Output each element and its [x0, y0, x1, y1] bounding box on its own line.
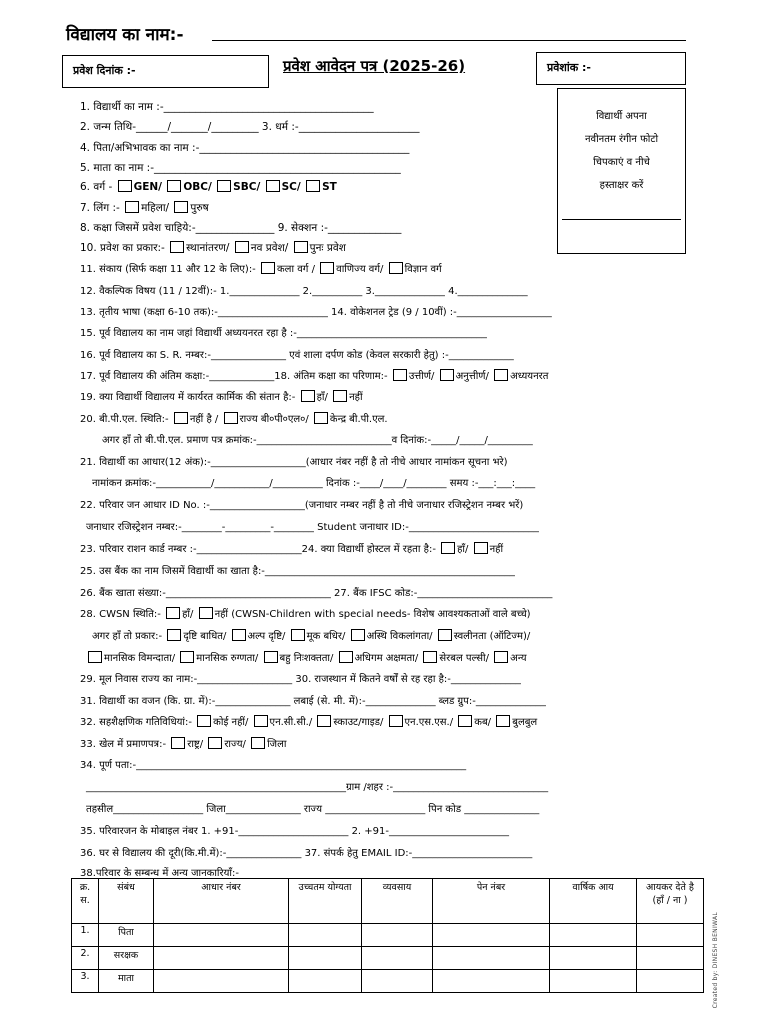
label-failed: अनुत्तीर्ण/	[455, 371, 489, 382]
header-income-tax: आयकर देते है (हाँ / ना )	[637, 879, 704, 924]
checkbox-low-vision[interactable]	[232, 629, 246, 641]
cell-input[interactable]	[433, 924, 550, 947]
label-multiple-disability: बहु निःशक्तता/	[279, 653, 334, 664]
field-bank-name[interactable]: 25. उस बैंक का नाम जिसमें विद्यार्थी का खाता है:-__________________________________________________	[80, 566, 515, 577]
field-janaadhaar-registration[interactable]: जनाधार रजिस्ट्रेशन नम्बर:-________-_________-________ Student जनाधार ID:-__________________________	[86, 522, 539, 533]
field-mobile-numbers[interactable]: 35. परिवारजन के मोबाइल नंबर 1. +91-______________________ 2. +91-________________________	[80, 826, 509, 837]
field-dob-religion[interactable]: 2. जन्म तिथि-______/_______/_________ 3. धर्म :-_______________________	[80, 121, 420, 133]
checkbox-cerebral-palsy[interactable]	[423, 651, 437, 663]
cell-serial: 1.	[72, 924, 99, 947]
checkbox-gen[interactable]	[118, 180, 132, 192]
label-new-admission: नव प्रवेश/	[250, 242, 289, 254]
field-native-state[interactable]: 29. मूल निवास राज्य का नाम:-___________________ 30. राजस्थान में कितने वर्षों से रह रहा है:-______________	[80, 674, 521, 685]
cwsn-type-label: अगर हाँ तो प्रकार:-	[92, 631, 163, 642]
cell-relation: सरक्षक	[99, 947, 154, 970]
school-name-label: विद्यालय का नाम:-	[66, 25, 184, 45]
header-aadhaar: आधार नंबर	[154, 879, 289, 924]
checkbox-staff-no[interactable]	[333, 390, 347, 402]
field-previous-school[interactable]: 15. पूर्व विद्यालय का नाम जहां विद्यार्थी अध्ययनरत रहा है :-______________________________________	[80, 328, 487, 339]
checkbox-female[interactable]	[125, 201, 139, 213]
cell-relation: माता	[99, 970, 154, 993]
label-sc: SC/	[281, 181, 301, 193]
checkbox-cub[interactable]	[458, 715, 472, 727]
checkbox-mental-retardation[interactable]	[88, 651, 102, 663]
checkbox-studying[interactable]	[494, 369, 508, 381]
cell-input[interactable]	[550, 924, 637, 947]
checkbox-ncc[interactable]	[254, 715, 268, 727]
field-bank-account-ifsc[interactable]: 26. बैंक खाता संख्या:-_________________________________ 27. बैंक IFSC कोड:-___________________________	[80, 588, 553, 599]
checkbox-national[interactable]	[171, 737, 185, 749]
field-ration-hostel	[80, 541, 503, 555]
admission-number-label: प्रवेशांक :-	[547, 61, 591, 74]
label-female: महिला/	[141, 202, 170, 214]
field-bpl-status	[80, 411, 388, 425]
header-serial: क्र. स.	[72, 879, 99, 924]
label-science: विज्ञान वर्ग	[404, 264, 442, 275]
family-info-heading: 38.परिवार के सम्बन्ध में अन्य जानकारियाँ:-	[80, 868, 239, 879]
checkbox-commerce[interactable]	[320, 262, 334, 274]
cell-input[interactable]	[550, 947, 637, 970]
checkbox-state[interactable]	[208, 737, 222, 749]
gender-label: 7. लिंग :-	[80, 202, 120, 214]
field-student-aadhaar[interactable]: 21. विद्यार्थी का आधार(12 अंक):-___________________(आधार नंबर नहीं है तो नीचे आधार नामांकन सूचना भरे)	[80, 457, 508, 468]
admission-date-label: प्रवेश दिनांक :-	[73, 64, 136, 77]
cell-input[interactable]	[433, 947, 550, 970]
table-header-row	[72, 879, 704, 924]
cell-input[interactable]	[289, 924, 362, 947]
label-male: पुरुष	[190, 202, 209, 214]
label-staff-no: नहीं	[349, 392, 363, 403]
field-full-address[interactable]: 34. पूर्ण पता:-__________________________________________________________________	[80, 760, 467, 771]
label-hostel-no: नहीं	[489, 544, 504, 555]
label-gen: GEN/	[133, 181, 162, 193]
field-co-curricular	[80, 714, 537, 728]
label-mental-retardation: मानसिक विमन्दाता/	[104, 653, 176, 664]
checkbox-sbc[interactable]	[217, 180, 231, 192]
label-bpl-no: नहीं है /	[189, 414, 219, 425]
checkbox-hostel-yes[interactable]	[441, 542, 455, 554]
label-bulbul: बुलबुल	[512, 717, 538, 728]
label-transfer: स्थानांतरण/	[186, 242, 230, 254]
cell-input[interactable]	[154, 947, 289, 970]
checkbox-learning-disability[interactable]	[339, 651, 353, 663]
field-village-city[interactable]: ____________________________________________________ग्राम /शहर :-_______________________________	[86, 782, 549, 793]
label-cub: कब/	[474, 717, 492, 728]
checkbox-passed[interactable]	[393, 369, 407, 381]
checkbox-hostel-no[interactable]	[474, 542, 488, 554]
label-commerce: वाणिज्य वर्ग/	[336, 264, 384, 275]
field-bpl-certificate[interactable]: अगर हाँ तो बी.पी.एल. प्रमाण पत्र क्रमांक:-___________________________व दिनांक:-_____/_____/_________	[102, 435, 533, 446]
cell-serial: 2.	[72, 947, 99, 970]
field-cwsn-type-2	[86, 650, 527, 664]
field-aadhaar-enrolment[interactable]: नामांकन क्रमांक:-___________/___________/__________ दिनांक :-____/____/________ समय :-___:___:____	[92, 478, 536, 489]
cwsn-label: 28. CWSN स्थिति:-	[80, 609, 161, 620]
checkbox-bpl-state[interactable]	[224, 412, 238, 424]
field-category	[80, 180, 337, 194]
cell-relation: पिता	[99, 924, 154, 947]
label-low-vision: अल्प दृष्टि/	[247, 631, 286, 642]
field-last-class-result	[80, 368, 548, 382]
cell-input[interactable]	[289, 947, 362, 970]
school-name-line[interactable]	[212, 40, 686, 41]
admission-number-box[interactable]	[536, 52, 686, 85]
label-st: ST	[322, 181, 337, 193]
checkbox-bulbul[interactable]	[496, 715, 510, 727]
label-national: राष्ट्र/	[187, 739, 204, 750]
label-cwsn-yes: हाँ/	[182, 609, 194, 620]
label-district: जिला	[267, 739, 287, 750]
field-optional-subjects[interactable]: 12. वैकल्पिक विषय (11 / 12वीं):- 1.______________ 2.__________ 3.______________ 4.______________	[80, 286, 528, 297]
field-weight-height-blood[interactable]: 31. विद्यार्थी का वजन (कि. ग्रा. में):-_______________ लबाई (से. मी. में):-______________ ब्लड ग्रुप:-______________	[80, 696, 546, 707]
label-passed: उत्तीर्ण/	[408, 371, 435, 382]
cell-serial: 3.	[72, 970, 99, 993]
checkbox-orthopedic[interactable]	[351, 629, 365, 641]
checkbox-mental-illness[interactable]	[180, 651, 194, 663]
ration-card-label[interactable]: 23. परिवार राशन कार्ड नम्बर :-_____________________24. क्या विद्यार्थी होस्टल में रहता है:-	[80, 544, 436, 555]
label-orthopedic: अस्थि विकलांगता/	[366, 631, 433, 642]
table-row	[72, 947, 704, 970]
label-bpl-state: राज्य बी०पी०एल०/	[239, 414, 309, 425]
field-father-name[interactable]: 4. पिता/अभिभावक का नाम :-________________________________________	[80, 142, 410, 154]
photo-instruction-1: विद्यार्थी अपना	[596, 111, 647, 122]
field-student-name[interactable]: 1. विद्यार्थी का नाम :-________________________________________	[80, 101, 374, 113]
cell-input[interactable]	[433, 970, 550, 993]
field-cwsn-status	[80, 606, 531, 620]
label-state: राज्य/	[224, 739, 246, 750]
photo-instruction-4: हस्ताक्षर करें	[599, 180, 644, 191]
checkbox-sc[interactable]	[266, 180, 280, 192]
label-deaf-mute: मूक बधिर/	[306, 631, 346, 642]
checkbox-staff-yes[interactable]	[301, 390, 315, 402]
cell-input[interactable]	[154, 924, 289, 947]
checkbox-transfer[interactable]	[170, 241, 184, 253]
field-admission-type	[80, 241, 346, 255]
header-pan: पेन नंबर	[433, 879, 550, 924]
cell-input[interactable]	[154, 970, 289, 993]
label-ncc: एन.सी.सी./	[269, 717, 313, 728]
label-autism: स्वलीनता (ऑटिज्म)/	[453, 631, 531, 642]
checkbox-science[interactable]	[389, 262, 403, 274]
cell-input[interactable]	[637, 970, 704, 993]
label-hostel-yes: हाँ/	[457, 544, 469, 555]
field-previous-sr-number[interactable]: 16. पूर्व विद्यालय का S. R. नम्बर:-_______________ एवं शाला दर्पण कोड (केवल सरकारी हेतु) :-_____________	[80, 350, 514, 361]
table-row	[72, 970, 704, 993]
form-title: प्रवेश आवेदन पत्र (2025-26)	[283, 57, 466, 75]
field-class-section[interactable]: 8. कक्षा जिसमें प्रवेश चाहिये:-_______________ 9. सेक्शन :-______________	[80, 222, 402, 234]
checkbox-deaf-mute[interactable]	[291, 629, 305, 641]
label-studying: अध्ययनरत	[510, 371, 549, 382]
label-learning-disability: अधिगम अक्षमता/	[354, 653, 419, 664]
checkbox-district[interactable]	[251, 737, 265, 749]
label-nss: एन.एस.एस./	[404, 717, 454, 728]
label-readmission: पुनः प्रवेश	[309, 242, 346, 254]
label-obc: OBC/	[183, 181, 212, 193]
checkbox-scout-guide[interactable]	[317, 715, 331, 727]
label-scout-guide: स्काउट/गाइड/	[333, 717, 384, 728]
faculty-label: 11. संकाय (सिर्फ कक्षा 11 और 12 के लिए):-	[80, 264, 256, 275]
checkbox-multiple-disability[interactable]	[264, 651, 278, 663]
category-label: 6. वर्ग -	[80, 181, 113, 193]
admission-type-label: 10. प्रवेश का प्रकार:-	[80, 242, 165, 254]
header-relation: संबंध	[99, 879, 154, 924]
table-row	[72, 924, 704, 947]
label-cwsn-no: नहीं (CWSN-Children with special needs- विशेष आवश्यकताओं वाले बच्चे)	[214, 609, 531, 620]
sports-label: 33. खेल में प्रमाणपत्र:-	[80, 739, 167, 750]
cell-input[interactable]	[550, 970, 637, 993]
checkbox-bpl-no[interactable]	[174, 412, 188, 424]
label-mental-illness: मानसिक रुग्णता/	[196, 653, 259, 664]
staff-child-label: 19. क्या विद्यार्थी विद्यालय में कार्यरत कार्मिक की संतान है:-	[80, 392, 296, 403]
checkbox-readmission[interactable]	[294, 241, 308, 253]
label-cerebral-palsy: सेरबल पल्सी/	[439, 653, 489, 664]
label-arts: कला वर्ग /	[276, 264, 315, 275]
checkbox-male[interactable]	[174, 201, 188, 213]
checkbox-nss[interactable]	[389, 715, 403, 727]
field-faculty	[80, 261, 442, 275]
cell-input[interactable]	[362, 970, 433, 993]
checkbox-none[interactable]	[197, 715, 211, 727]
label-none: कोई नहीं/	[213, 717, 249, 728]
header-annual-income: वार्षिक आय	[550, 879, 637, 924]
checkbox-new-admission[interactable]	[235, 241, 249, 253]
header-occupation: व्यवसाय	[362, 879, 433, 924]
checkbox-cwsn-yes[interactable]	[166, 607, 180, 619]
field-gender	[80, 201, 209, 215]
bpl-label: 20. बी.पी.एल. स्थिति:-	[80, 414, 169, 425]
label-other: अन्य	[510, 653, 527, 664]
field-janaadhaar-id[interactable]: 22. परिवार जन आधार ID No. :-___________________(जनाधार नम्बर नहीं है तो नीचे जनाधार रजिस्ट्रेशन नम्बर भरें)	[80, 500, 524, 511]
cell-input[interactable]	[637, 924, 704, 947]
creator-credit: Created by: DINESH BENIWAL	[712, 912, 719, 1009]
label-bpl-central: केन्द्र बी.पी.एल.	[329, 414, 388, 425]
checkbox-autism[interactable]	[438, 629, 452, 641]
checkbox-failed[interactable]	[440, 369, 454, 381]
field-distance-email[interactable]: 36. घर से विद्यालय की दूरी(कि.मी.में):-_______________ 37. संपर्क हेतु EMAIL ID:-________________________	[80, 848, 533, 859]
label-visual-impaired: दृष्टि बाधित/	[183, 631, 227, 642]
checkbox-st[interactable]	[306, 180, 320, 192]
field-cwsn-type-1	[92, 628, 530, 642]
cell-input[interactable]	[289, 970, 362, 993]
cell-input[interactable]	[362, 947, 433, 970]
header-qualification: उच्चतम योग्यता	[289, 879, 362, 924]
checkbox-cwsn-no[interactable]	[199, 607, 213, 619]
field-mother-name[interactable]: 5. माता का नाम :-_______________________________________________	[80, 162, 401, 174]
checkbox-obc[interactable]	[167, 180, 181, 192]
field-tehsil-district-state[interactable]: तहसील__________________ जिला_______________ राज्य ____________________ पिन कोड _______________	[86, 804, 540, 815]
field-staff-child	[80, 389, 363, 403]
photo-instruction-3: चिपकाएं व नीचे	[593, 157, 650, 168]
label-sbc: SBC/	[233, 181, 261, 193]
field-third-language-vocational[interactable]: 13. तृतीय भाषा (कक्षा 6-10 तक):-______________________ 14. वोकेशनल ट्रेड (9 / 10वीं) :-___________________	[80, 307, 552, 318]
label-staff-yes: हाँ/	[316, 392, 328, 403]
checkbox-bpl-central[interactable]	[314, 412, 328, 424]
field-sports-certificate	[80, 736, 286, 750]
last-class-label[interactable]: 17. पूर्व विद्यालय की अंतिम कक्षा:-_____________18. अंतिम कक्षा का परिणाम:-	[80, 371, 388, 382]
cell-input[interactable]	[362, 924, 433, 947]
signature-line	[562, 219, 681, 220]
checkbox-visual-impaired[interactable]	[167, 629, 181, 641]
cell-input[interactable]	[637, 947, 704, 970]
checkbox-arts[interactable]	[261, 262, 275, 274]
photo-instruction-2: नवीनतम रंगीन फोटो	[584, 134, 659, 145]
photo-box	[557, 88, 686, 254]
family-info-table	[71, 878, 704, 993]
checkbox-other[interactable]	[494, 651, 508, 663]
admission-date-box[interactable]	[62, 55, 269, 88]
co-curricular-label: 32. सहशैक्षणिक गतिविधियां:-	[80, 717, 192, 728]
